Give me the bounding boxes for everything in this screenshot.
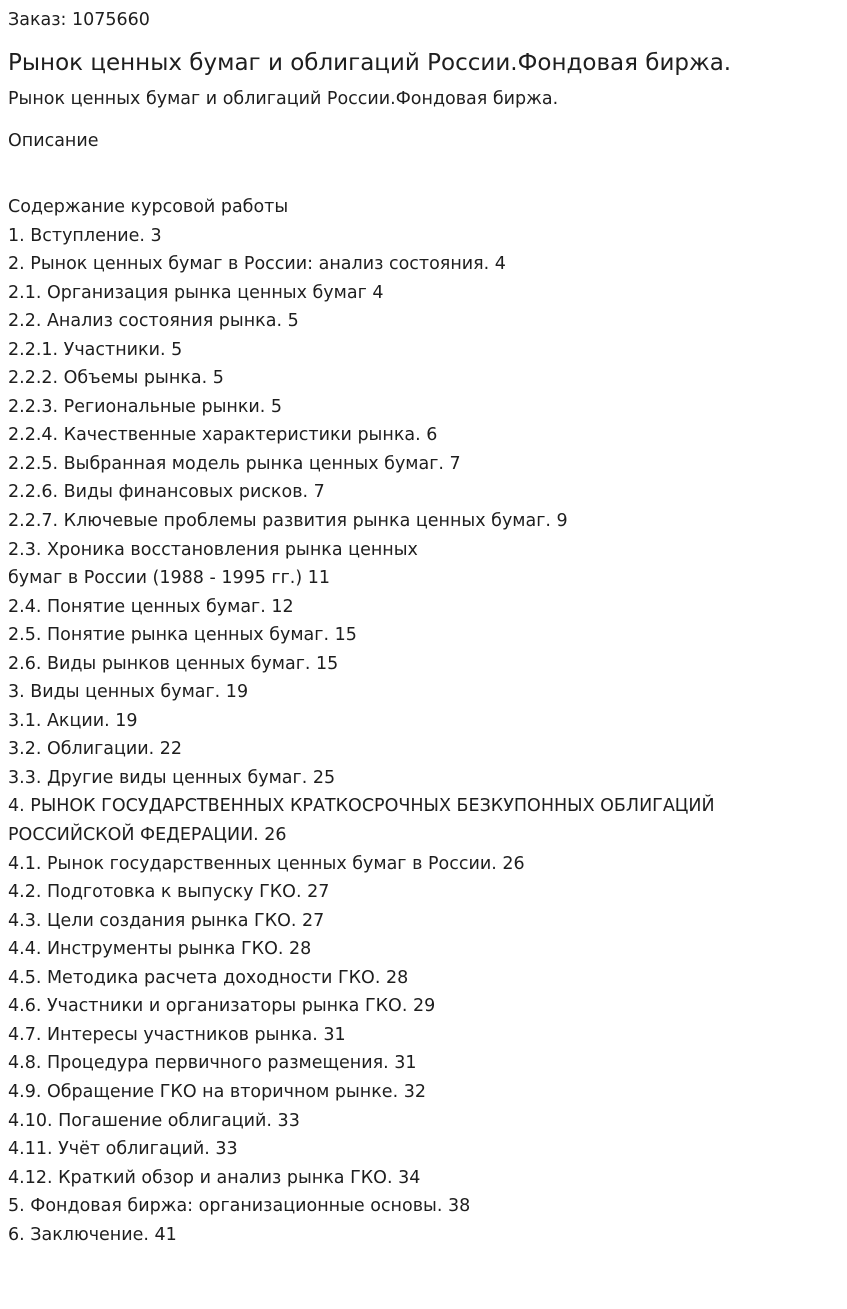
toc-item: 5. Фондовая биржа: организационные основы. 38 — [8, 1196, 471, 1217]
toc-item: 4.9. Обращение ГКО на вторичном рынке. 32 — [8, 1081, 426, 1102]
toc-item: 2.2.6. Виды финансовых рисков. 7 — [8, 482, 325, 503]
toc-item: 4.3. Цели создания рынка ГКО. 27 — [8, 910, 325, 931]
toc-item: 4.11. Учёт облигаций. 33 — [8, 1139, 238, 1160]
toc-item: 4.2. Подготовка к выпуску ГКО. 27 — [8, 882, 330, 903]
toc-item: 2.2.5. Выбранная модель рынка ценных бумаг. 7 — [8, 453, 461, 474]
toc-heading: Содержание курсовой работы — [8, 197, 289, 217]
toc-item: РОССИЙСКОЙ ФЕДЕРАЦИИ. 26 — [8, 825, 287, 846]
toc-item: 4.6. Участники и организаторы рынка ГКО. 29 — [8, 996, 436, 1017]
toc-item: 3.2. Облигации. 22 — [8, 739, 183, 760]
page-subtitle: Рынок ценных бумаг и облигаций России.Фондовая биржа. — [8, 89, 559, 109]
toc-item: 2.2.7. Ключевые проблемы развития рынка ценных бумаг. 9 — [8, 511, 568, 532]
toc-item: 2.2.3. Региональные рынки. 5 — [8, 396, 283, 417]
toc-item: 3.1. Акции. 19 — [8, 710, 138, 731]
toc-item: 2.4. Понятие ценных бумаг. 12 — [8, 596, 294, 617]
toc-item: 4. РЫНОК ГОСУДАРСТВЕННЫХ КРАТКОСРОЧНЫХ БЕЗКУПОННЫХ ОБЛИГАЦИЙ — [8, 796, 715, 817]
toc-item: 1. Вступление. 3 — [8, 225, 162, 246]
table-of-contents — [8, 193, 838, 1249]
toc-item: 2. Рынок ценных бумаг в России: анализ состояния. 4 — [8, 254, 506, 275]
toc-item: 2.1. Организация рынка ценных бумаг 4 — [8, 282, 384, 303]
order-number: Заказ: 1075660 — [8, 10, 150, 30]
toc-item: 2.2. Анализ состояния рынка. 5 — [8, 311, 299, 332]
toc-item: 2.2.4. Качественные характеристики рынка. 6 — [8, 425, 438, 446]
toc-item: 4.8. Процедура первичного размещения. 31 — [8, 1053, 417, 1074]
toc-item: 3.3. Другие виды ценных бумаг. 25 — [8, 767, 336, 788]
toc-item: 4.1. Рынок государственных ценных бумаг в России. 26 — [8, 853, 525, 874]
page-title: Рынок ценных бумаг и облигаций России.Фондовая биржа. — [8, 50, 732, 76]
toc-item: 4.12. Краткий обзор и анализ рынка ГКО. 34 — [8, 1167, 421, 1188]
toc-item: бумаг в России (1988 - 1995 гг.) 11 — [8, 568, 331, 589]
toc-item: 4.10. Погашение облигаций. 33 — [8, 1110, 300, 1131]
toc-item: 4.5. Методика расчета доходности ГКО. 28 — [8, 967, 409, 988]
toc-item: 2.2.2. Объемы рынка. 5 — [8, 368, 224, 389]
toc-item: 4.4. Инструменты рынка ГКО. 28 — [8, 939, 312, 960]
toc-item: 2.2.1. Участники. 5 — [8, 339, 183, 360]
toc-item: 2.3. Хроника восстановления рынка ценных — [8, 539, 418, 560]
toc-item: 4.7. Интересы участников рынка. 31 — [8, 1024, 346, 1045]
toc-item: 3. Виды ценных бумаг. 19 — [8, 682, 249, 703]
description-label: Описание — [8, 131, 99, 151]
toc-item: 2.5. Понятие рынка ценных бумаг. 15 — [8, 625, 357, 646]
toc-item: 2.6. Виды рынков ценных бумаг. 15 — [8, 653, 339, 674]
toc-item: 6. Заключение. 41 — [8, 1224, 177, 1245]
